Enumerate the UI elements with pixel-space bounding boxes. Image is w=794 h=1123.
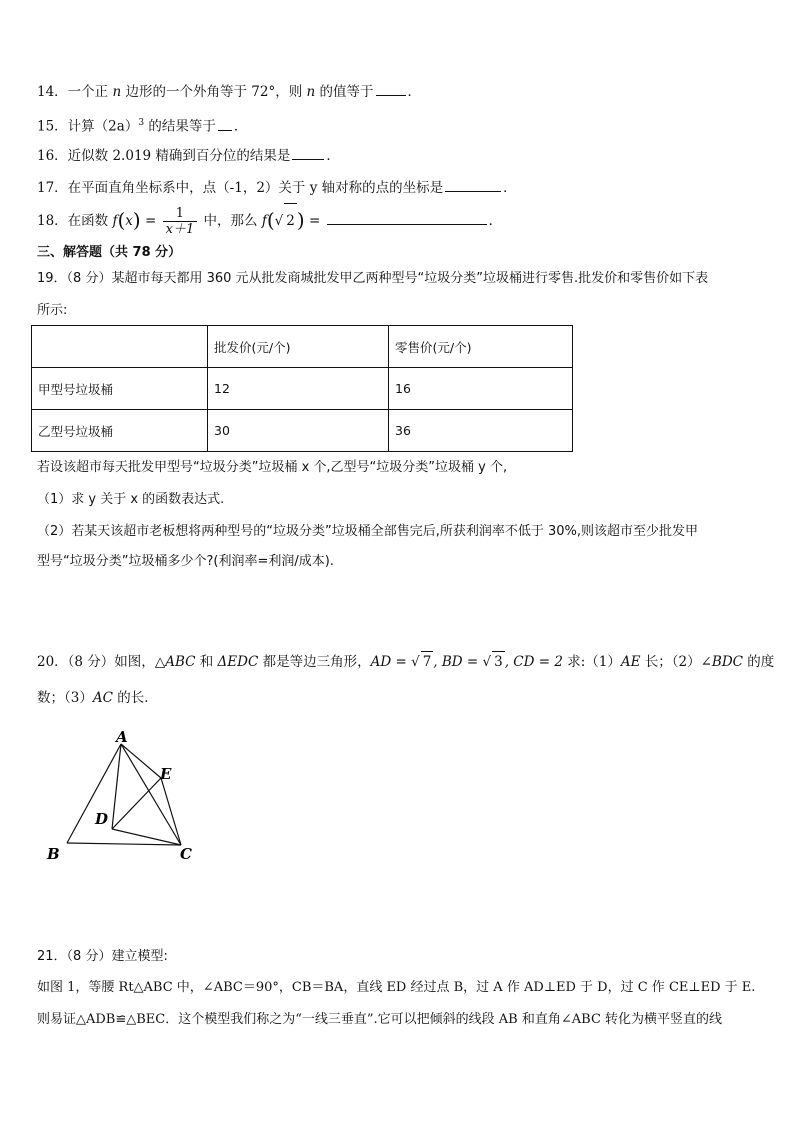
q15-answer-blank[interactable] xyxy=(218,116,232,131)
q16-text: 16．近似数 2.019 精确到百分位的结果是 xyxy=(37,148,291,164)
table-row xyxy=(32,368,573,410)
figure-label-e: E xyxy=(160,765,172,783)
q20-and: 和 xyxy=(195,654,218,670)
q17-end: ． xyxy=(503,180,517,196)
q14-end: ． xyxy=(407,84,421,100)
q18-f: f xyxy=(112,213,118,229)
q20-text-c: 数；（3） xyxy=(37,690,93,706)
table-header-cell xyxy=(32,326,208,368)
q19-sub2a: （2）若某天该超市老板想将两种型号的“垃圾分类”垃圾桶全部售完后,所获利润率不低于 30%,则该超市至少批发甲 xyxy=(37,524,699,539)
q14-var-n: n xyxy=(112,84,122,100)
q21-title: 21．（8 分）建立模型: xyxy=(37,949,168,964)
q20-triangle-abc: △ABC xyxy=(154,654,196,670)
question-16 xyxy=(37,145,340,166)
q14-text-a: 14．一个正 xyxy=(37,84,113,100)
q20-bd-value: 3 xyxy=(492,651,505,672)
q18-x: x xyxy=(125,213,133,229)
q18-paren2-open: ( xyxy=(266,208,275,232)
q20-ask-b: 长；（2） xyxy=(640,654,701,670)
question-14 xyxy=(37,81,421,102)
segment-ec xyxy=(161,778,181,845)
q14-text-b: 边形的一个外角等于 72°，则 xyxy=(121,84,307,100)
q15-exponent: 3 xyxy=(138,118,145,128)
segment-ae xyxy=(121,744,161,778)
figure-label-d: D xyxy=(95,810,109,828)
q19-sub2b: 型号“垃圾分类”垃圾桶多少个?(利润率=利润/成本). xyxy=(37,554,334,569)
sqrt-icon: √ xyxy=(411,654,420,670)
q17-text: 17．在平面直角坐标系中，点（-1，2）关于 y 轴对称的点的坐标是 xyxy=(37,180,444,196)
q20-ae: AE xyxy=(620,654,641,670)
q20-text-b: 都是等边三角形， xyxy=(258,654,371,670)
question-17 xyxy=(37,177,517,198)
q19-line3: 若设该超市每天批发甲型号“垃圾分类”垃圾桶 x 个,乙型号“垃圾分类”垃圾桶 y 个, xyxy=(37,460,508,475)
q18-denominator: x＋1 xyxy=(165,222,195,237)
q18-sqrt-arg: 2 xyxy=(284,203,297,238)
q20-ac: AC xyxy=(92,690,113,706)
q15-end: ． xyxy=(233,118,248,135)
table-cell: 12 xyxy=(208,368,389,410)
table-cell: 乙型号垃圾桶 xyxy=(32,410,208,452)
q20-angle-bdc: ∠BDC xyxy=(700,654,744,670)
question-20-line1 xyxy=(37,651,774,672)
q18-text-a: 18．在函数 xyxy=(37,213,113,229)
question-15 xyxy=(37,113,247,137)
q17-answer-blank[interactable] xyxy=(445,177,501,192)
q20-triangle-edc: ΔEDC xyxy=(217,654,259,670)
q18-paren-close: ) xyxy=(132,208,141,232)
q18-fraction xyxy=(163,206,198,237)
q14-answer-blank[interactable] xyxy=(376,81,406,96)
section-three-heading: 三、解答题（共 78 分） xyxy=(37,245,182,260)
q18-f2: f xyxy=(261,213,267,229)
q14-var-n2: n xyxy=(306,84,316,100)
sqrt-icon: √ xyxy=(274,213,284,229)
segment-de xyxy=(112,778,161,829)
figure-label-a: A xyxy=(116,728,128,746)
q18-equals: = xyxy=(140,213,161,229)
q20-ad: AD = xyxy=(370,654,412,670)
q21-line1: 如图 1，等腰 Rt△ABC 中，∠ABC＝90°，CB＝BA，直线 ED 经过点 B，过 A 作 AD⊥ED 于 D，过 C 作 CE⊥ED 于 E. xyxy=(37,980,756,995)
question-20-line2 xyxy=(37,688,158,708)
sqrt-icon: √ xyxy=(482,654,492,670)
segment-ac xyxy=(121,744,181,845)
price-table xyxy=(31,325,573,452)
q18-paren2-close: ) xyxy=(296,208,305,232)
table-header-row xyxy=(32,326,573,368)
q20-text-d: 的长． xyxy=(112,690,158,706)
q20-cd: , CD = 2 xyxy=(504,654,563,670)
table-row xyxy=(32,410,573,452)
q20-ask-a: 求:（1） xyxy=(562,654,621,670)
q18-equals2: = xyxy=(304,213,325,229)
q19-line2: 所示: xyxy=(37,303,68,318)
q19-sub1: （1）求 y 关于 x 的函数表达式. xyxy=(37,492,225,507)
segment-bc xyxy=(67,843,181,845)
triangle-figure xyxy=(40,725,210,870)
q18-text-b: 中，那么 xyxy=(199,213,262,229)
table-header-cell: 零售价(元/个) xyxy=(389,326,573,368)
table-cell: 36 xyxy=(389,410,573,452)
q21-line2: 则易证△ADB≌△BEC．这个模型我们称之为“一线三垂直”.它可以把倾斜的线段 AB 和直角∠ABC 转化为横平竖直的线 xyxy=(37,1012,723,1027)
table-cell: 甲型号垃圾桶 xyxy=(32,368,208,410)
table-cell: 16 xyxy=(389,368,573,410)
segment-dc xyxy=(112,829,181,845)
q16-answer-blank[interactable] xyxy=(292,145,324,160)
q18-answer-blank[interactable] xyxy=(327,210,487,225)
q20-bd: , BD = xyxy=(433,654,483,670)
q16-end: ． xyxy=(326,148,340,164)
question-18 xyxy=(37,203,502,238)
figure-label-c: C xyxy=(180,845,192,863)
q15-text-b: 的结果等于 xyxy=(144,118,216,135)
q20-ad-value: 7 xyxy=(421,651,434,672)
q15-text-a: 15．计算（2a） xyxy=(37,118,139,135)
segment-ad xyxy=(112,744,121,829)
q20-ask-c: 的度 xyxy=(743,654,775,670)
q18-numerator: 1 xyxy=(163,206,198,222)
table-cell: 30 xyxy=(208,410,389,452)
table-header-cell: 批发价(元/个) xyxy=(208,326,389,368)
q20-text-a: 20．（8 分）如图， xyxy=(37,654,155,670)
q18-paren-open: ( xyxy=(117,208,126,232)
q19-line1: 19．（8 分）某超市每天都用 360 元从批发商城批发甲乙两种型号“垃圾分类”垃圾桶进行零售.批发价和零售价如下表 xyxy=(37,271,709,286)
figure-label-b: B xyxy=(47,845,60,863)
q18-end: ． xyxy=(488,213,503,229)
q14-text-c: 的值等于 xyxy=(315,84,374,100)
